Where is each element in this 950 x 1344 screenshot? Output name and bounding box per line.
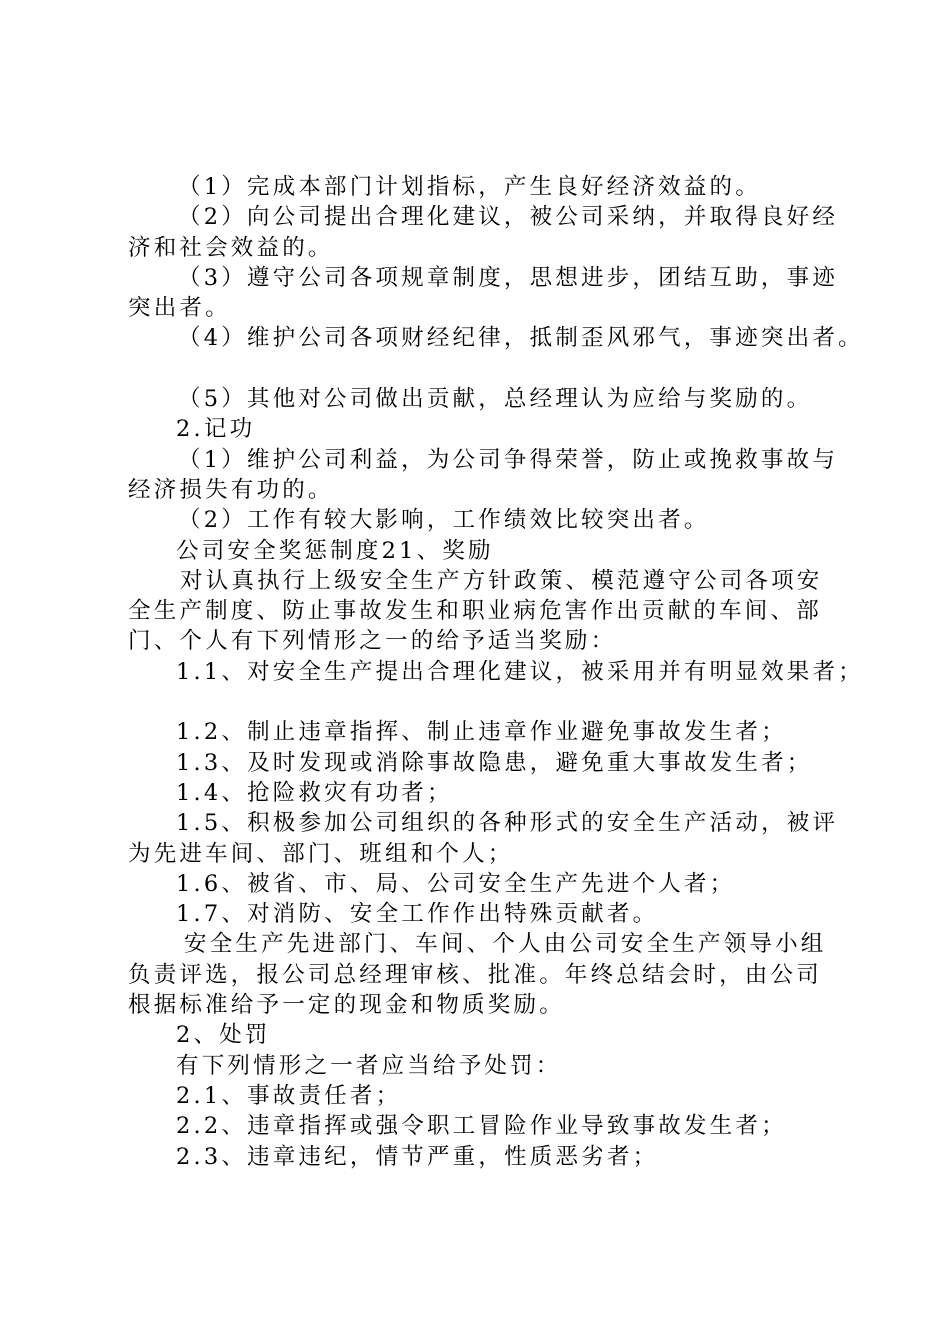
paragraph-line: （3）遵守公司各项规章制度，思想进步，团结互助，事迹	[178, 264, 839, 291]
paragraph-line: 负责评选，报公司总经理审核、批准。年终总结会时，由公司	[128, 961, 822, 988]
list-item: 1.3、及时发现或消除事故隐患，避免重大事故发生者；	[176, 749, 813, 776]
paragraph-line: （2）向公司提出合理化建议，被公司采纳，并取得良好经	[178, 204, 839, 231]
paragraph-line: （1）维护公司利益，为公司争得荣誉，防止或挽救事故与	[178, 446, 839, 473]
paragraph-line: （5）其他对公司做出贡献，总经理认为应给与奖励的。	[178, 386, 813, 413]
section-heading: 2.记功	[176, 416, 256, 443]
paragraph-line: 为先进车间、部门、班组和个人；	[128, 840, 514, 867]
section-heading: 2、处罚	[176, 1022, 271, 1049]
list-item: 2.1、事故责任者；	[176, 1082, 402, 1109]
paragraph-line: 门、个人有下列情形之一的给予适当奖励：	[128, 628, 617, 655]
list-item: 1.1、对安全生产提出合理化建议，被采用并有明显效果者；	[176, 658, 864, 685]
list-item: 1.2、制止违章指挥、制止违章作业避免事故发生者；	[176, 719, 787, 746]
paragraph-line: 有下列情形之一者应当给予处罚：	[176, 1052, 562, 1079]
paragraph-line: 经济损失有功的。	[128, 476, 334, 503]
list-item: 1.7、对消防、安全工作作出特殊贡献者。	[176, 901, 659, 928]
list-item: 1.4、抢险救灾有功者；	[176, 779, 453, 806]
paragraph-line: 安全生产先进部门、车间、个人由公司安全生产领导小组	[184, 931, 827, 958]
paragraph-line: （4）维护公司各项财经纪律，抵制歪风邪气，事迹突出者。	[178, 325, 864, 352]
paragraph-line: （1）完成本部门计划指标，产生良好经济效益的。	[178, 174, 761, 200]
paragraph-line: 根据标准给予一定的现金和物质奖励。	[128, 992, 565, 1019]
list-item: 2.3、违章违纪，情节严重，性质恶劣者；	[176, 1143, 659, 1170]
paragraph-line: 全生产制度、防止事故发生和职业病危害作出贡献的车间、部	[128, 598, 822, 625]
paragraph-line: 突出者。	[128, 295, 231, 322]
paragraph-line: （2）工作有较大影响，工作绩效比较突出者。	[178, 507, 710, 534]
blank-line	[128, 687, 848, 717]
list-item: 1.5、积极参加公司组织的各种形式的安全生产活动，被评	[176, 810, 839, 837]
paragraph-line: 对认真执行上级安全生产方针政策、模范遵守公司各项安	[180, 567, 823, 594]
document-body	[128, 172, 864, 1172]
list-item: 1.6、被省、市、局、公司安全生产先进个人者；	[176, 870, 736, 897]
list-item: 2.2、违章指挥或强令职工冒险作业导致事故发生者；	[176, 1113, 787, 1140]
paragraph-line: 济和社会效益的。	[128, 234, 334, 261]
blank-line	[128, 354, 848, 384]
section-heading: 公司安全奖惩制度21、奖励	[176, 537, 494, 564]
